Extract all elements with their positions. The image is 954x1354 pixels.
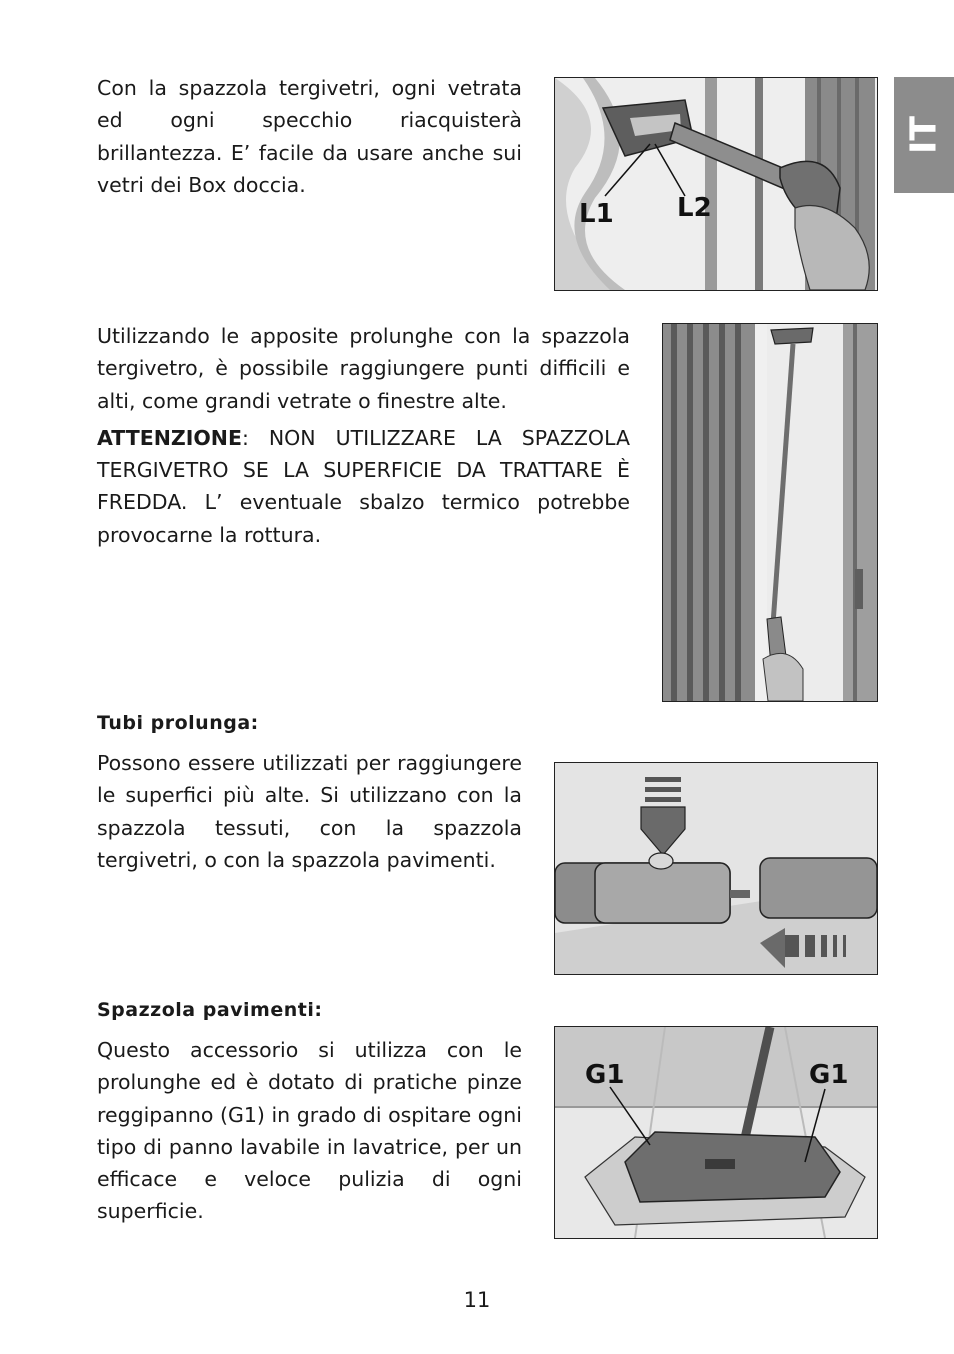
extension-tubes-paragraph [97,747,522,876]
extension-tubes-heading: Tubi prolunga: [97,712,259,734]
floor-brush-illustration [554,1026,878,1239]
language-tab-label: IT [903,116,945,154]
warning-text: : NON UTILIZZARE LA SPAZZOLA TERGIVETRO SE LA SUPERFICIE DA TRATTARE È FREDDA. L’ eventuale sbalzo termico potrebbe provocarne la rottura. [97,425,630,547]
page-number: 11 [463,1288,491,1312]
window-brush-illustration [554,77,878,291]
language-tab [894,77,954,193]
floor-brush-paragraph [97,1034,522,1228]
warning-label: ATTENZIONE [97,425,242,450]
extension-illustration [662,323,878,702]
window-brush-paragraph [97,72,522,201]
label-l2: L2 [677,193,712,223]
extension-tubes-text: Possono essere utilizzati per raggiungere le superfici più alte. Si utilizzano con la spazzola tessuti, con la spazzola tergivetri, o con la spazzola pavimenti. [97,751,522,872]
label-g1-right: G1 [809,1060,849,1090]
extension-text: Utilizzando le apposite prolunghe con la spazzola tergivetro, è possibile raggiungere punti difficili e alti, come grandi vetrate o finestre alte. [97,324,630,413]
warning-paragraph [97,422,630,551]
floor-brush-heading: Spazzola pavimenti: [97,999,323,1021]
extension-tubes-illustration [554,762,878,975]
extension-paragraph [97,320,630,551]
label-g1-left: G1 [585,1060,625,1090]
window-brush-text: Con la spazzola tergivetri, ogni vetrata ed ogni specchio riacquisterà brillantezza. E’ facile da usare anche sui vetri dei Box doccia. [97,76,522,197]
label-l1: L1 [579,199,614,229]
floor-brush-text: Questo accessorio si utilizza con le prolunghe ed è dotato di pratiche pinze reggipanno (G1) in grado di ospitare ogni tipo di panno lavabile in lavatrice, per un efficace e veloce pulizia di ogni superficie. [97,1038,522,1224]
